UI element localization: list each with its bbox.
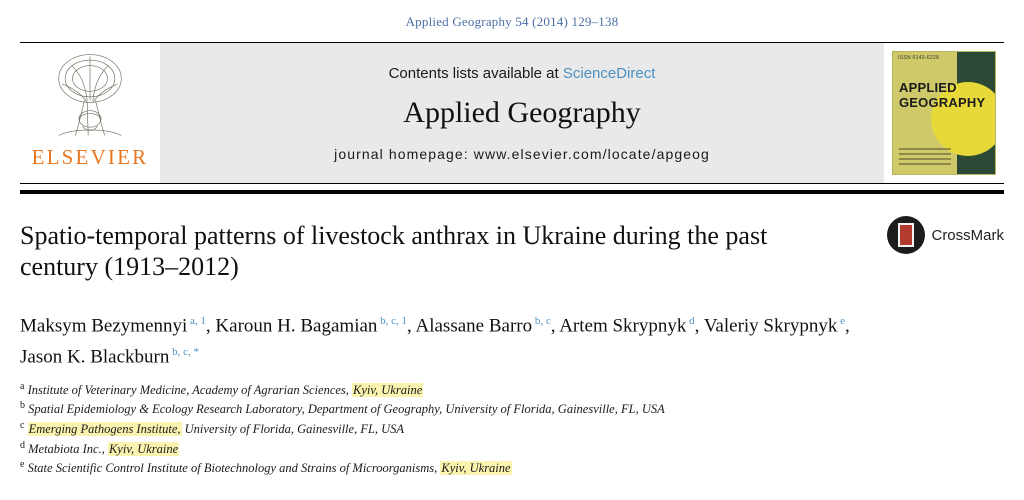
page-title: Spatio-temporal patterns of livestock anthrax in Ukraine during the past century (1913–2012) xyxy=(20,221,768,281)
author-affiliation-mark[interactable]: b, c xyxy=(532,315,551,327)
affiliation-list xyxy=(20,379,1004,477)
author-separator: , xyxy=(694,315,704,337)
crossmark-icon xyxy=(887,216,925,254)
journal-masthead xyxy=(20,42,1004,184)
cover-title-line2: GEOGRAPHY xyxy=(899,95,986,110)
affiliation-mark: a xyxy=(20,380,25,392)
author-affiliation-mark[interactable]: a, 1 xyxy=(187,315,206,327)
author-affiliation-mark[interactable]: e xyxy=(837,315,845,327)
crossmark-label: CrossMark xyxy=(931,226,1004,244)
affiliation-row xyxy=(20,438,1004,458)
elsevier-wordmark: ELSEVIER xyxy=(31,145,149,169)
running-head: Applied Geography 54 (2014) 129–138 xyxy=(405,14,619,29)
highlighted-text: Kyiv, Ukraine xyxy=(441,461,511,476)
title-area xyxy=(20,220,1004,290)
affiliation-row xyxy=(20,398,1004,418)
affiliation-text: Institute of Veterinary Medicine, Academy of Agrarian Sciences, xyxy=(27,382,353,397)
affiliation-mark: d xyxy=(20,439,25,451)
author-affiliation-mark[interactable]: b, c, * xyxy=(169,346,199,359)
journal-cover xyxy=(884,43,1004,183)
author-list xyxy=(20,308,880,371)
publisher-logo xyxy=(20,43,160,183)
journal-cover-art xyxy=(892,51,996,175)
affiliation-mark: e xyxy=(20,459,25,471)
affiliation-row xyxy=(20,379,1004,399)
cover-texture xyxy=(899,148,951,168)
author-name[interactable]: Alassane Barro xyxy=(415,315,533,337)
affiliation-text: Spatial Epidemiology & Ecology Research Laboratory, Department of Geography, University of Florida, Gainesville, FL, USA xyxy=(28,402,665,417)
author-affiliation-mark[interactable]: d xyxy=(686,315,695,327)
affiliation-mark: c xyxy=(20,419,25,431)
cover-title-line1: APPLIED xyxy=(899,80,957,95)
highlighted-text: Emerging Pathogens Institute, xyxy=(28,422,181,437)
highlighted-text: Kyiv, Ukraine xyxy=(108,441,179,456)
journal-banner xyxy=(160,43,884,183)
author-separator: , xyxy=(407,315,416,337)
author-affiliation-mark[interactable]: b, c, 1 xyxy=(377,315,408,327)
author-separator: , xyxy=(205,315,216,337)
crossmark-badge[interactable] xyxy=(887,216,1004,254)
affiliation-row xyxy=(20,418,1004,438)
affiliation-row xyxy=(20,457,1004,477)
affiliation-mark: b xyxy=(20,400,25,412)
author-name[interactable]: Karoun H. Bagamian xyxy=(215,315,378,337)
affiliation-text-tail: University of Florida, Gainesville, FL, USA xyxy=(181,422,405,437)
affiliation-text: State Scientific Control Institute of Biotechnology and Strains of Microorganisms, xyxy=(27,461,441,476)
author-separator: , xyxy=(550,315,560,337)
journal-title: Applied Geography xyxy=(403,95,641,129)
author-name[interactable]: Valeriy Skrypnyk xyxy=(703,315,838,337)
affiliation-text: Metabiota Inc., xyxy=(28,441,108,456)
cover-title xyxy=(899,80,985,110)
author-name[interactable]: Jason K. Blackburn xyxy=(20,346,170,368)
author-name[interactable]: Artem Skrypnyk xyxy=(559,315,687,337)
journal-homepage[interactable]: journal homepage: www.elsevier.com/locate/apgeog xyxy=(334,145,710,162)
author-separator: , xyxy=(844,315,850,337)
contents-line xyxy=(389,65,656,82)
sciencedirect-link[interactable]: ScienceDirect xyxy=(562,64,656,82)
elsevier-tree-icon xyxy=(44,47,136,143)
author-name[interactable]: Maksym Bezymennyi xyxy=(20,315,188,337)
highlighted-text: Kyiv, Ukraine xyxy=(353,382,423,397)
cover-issn: ISSN 0143-6228 xyxy=(898,55,940,61)
contents-prefix: Contents lists available at xyxy=(388,64,559,82)
masthead-rule xyxy=(20,190,1004,194)
